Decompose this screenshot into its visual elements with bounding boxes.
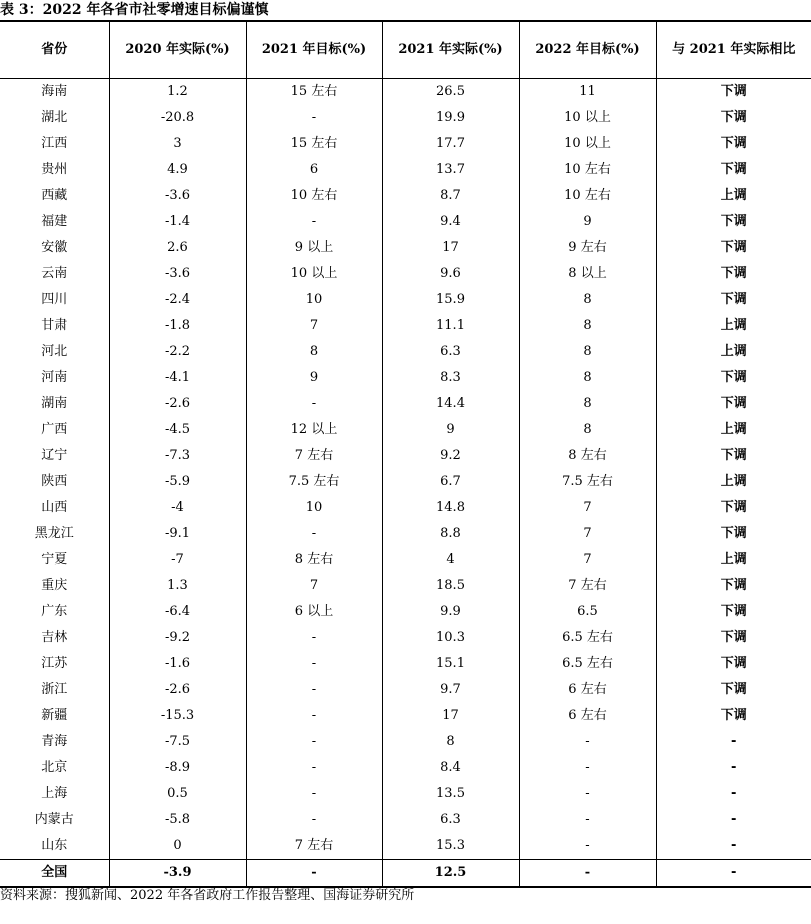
cell-actual-2020: -8.9 bbox=[109, 755, 246, 781]
cell-province: 上海 bbox=[41, 785, 68, 801]
cell-target-2022: - bbox=[519, 755, 656, 781]
cell-target-2021: 6 以上 bbox=[246, 599, 382, 625]
cell-target-2022: 7 bbox=[519, 495, 656, 521]
table-row bbox=[0, 807, 811, 833]
cell-province: 西藏 bbox=[41, 187, 68, 203]
header-province: 省份 bbox=[0, 21, 109, 78]
cell-actual-2021: 8.7 bbox=[382, 183, 519, 209]
table-row bbox=[0, 677, 811, 703]
cell-comparison: 下调 bbox=[656, 157, 811, 183]
cell-actual-2020: -4 bbox=[109, 495, 246, 521]
cell-target-2021: 7 bbox=[246, 573, 382, 599]
cell-comparison: 上调 bbox=[656, 469, 811, 495]
cell-actual-2021: 8.8 bbox=[382, 521, 519, 547]
table-row bbox=[0, 105, 811, 131]
cell-comparison: - bbox=[656, 859, 811, 887]
cell-actual-2020: -1.8 bbox=[109, 313, 246, 339]
cell-province: 新疆 bbox=[41, 707, 68, 723]
cell-actual-2021: 18.5 bbox=[382, 573, 519, 599]
cell-actual-2021: 6.3 bbox=[382, 339, 519, 365]
table-row bbox=[0, 547, 811, 573]
cell-target-2021: 15 左右 bbox=[246, 78, 382, 105]
cell-actual-2021: 17 bbox=[382, 703, 519, 729]
cell-actual-2021: 10.3 bbox=[382, 625, 519, 651]
cell-comparison: 下调 bbox=[656, 677, 811, 703]
table-row bbox=[0, 339, 811, 365]
cell-target-2022: 7.5 左右 bbox=[519, 469, 656, 495]
cell-target-2021: - bbox=[246, 703, 382, 729]
cell-target-2022: 7 左右 bbox=[519, 573, 656, 599]
cell-province: 山东 bbox=[41, 837, 68, 853]
cell-target-2022: 8 左右 bbox=[519, 443, 656, 469]
table-body bbox=[0, 78, 811, 887]
cell-target-2021: 9 bbox=[246, 365, 382, 391]
cell-actual-2020: -5.9 bbox=[109, 469, 246, 495]
cell-actual-2020: 2.6 bbox=[109, 235, 246, 261]
cell-province: 河南 bbox=[41, 369, 68, 385]
cell-actual-2020: 4.9 bbox=[109, 157, 246, 183]
cell-actual-2021: 8.3 bbox=[382, 365, 519, 391]
header-2021-actual: 2021 年实际(%) bbox=[382, 21, 519, 78]
cell-actual-2021: 14.4 bbox=[382, 391, 519, 417]
cell-comparison: - bbox=[656, 781, 811, 807]
cell-target-2022: - bbox=[519, 781, 656, 807]
cell-province: 广西 bbox=[41, 421, 68, 437]
cell-target-2021: 7 bbox=[246, 313, 382, 339]
cell-comparison: 下调 bbox=[656, 365, 811, 391]
cell-actual-2020: -15.3 bbox=[109, 703, 246, 729]
table-row bbox=[0, 261, 811, 287]
table-row bbox=[0, 573, 811, 599]
cell-comparison: 下调 bbox=[656, 495, 811, 521]
table-row bbox=[0, 781, 811, 807]
cell-target-2021: - bbox=[246, 729, 382, 755]
cell-actual-2020: -3.6 bbox=[109, 261, 246, 287]
cell-target-2021: 8 左右 bbox=[246, 547, 382, 573]
cell-target-2022: 6.5 左右 bbox=[519, 625, 656, 651]
cell-province: 四川 bbox=[41, 291, 68, 307]
cell-actual-2020: -7.5 bbox=[109, 729, 246, 755]
cell-target-2021: 15 左右 bbox=[246, 131, 382, 157]
cell-actual-2021: 9 bbox=[382, 417, 519, 443]
cell-province: 海南 bbox=[41, 83, 68, 99]
total-row bbox=[0, 859, 811, 887]
cell-comparison: 下调 bbox=[656, 209, 811, 235]
cell-province: 贵州 bbox=[41, 161, 68, 177]
cell-province: 陕西 bbox=[41, 473, 68, 489]
cell-target-2021: 10 左右 bbox=[246, 183, 382, 209]
cell-province: 黑龙江 bbox=[34, 525, 74, 541]
table-row bbox=[0, 365, 811, 391]
cell-target-2021: - bbox=[246, 807, 382, 833]
cell-province: 安徽 bbox=[41, 239, 68, 255]
cell-target-2021: 7 左右 bbox=[246, 833, 382, 860]
cell-target-2021: 9 以上 bbox=[246, 235, 382, 261]
cell-target-2022: - bbox=[519, 833, 656, 860]
cell-comparison: 下调 bbox=[656, 105, 811, 131]
table-row bbox=[0, 157, 811, 183]
cell-actual-2020: 0 bbox=[109, 833, 246, 860]
cell-target-2022: 7 bbox=[519, 547, 656, 573]
header-2022-target: 2022 年目标(%) bbox=[519, 21, 656, 78]
table-row bbox=[0, 417, 811, 443]
cell-target-2022: 8 bbox=[519, 417, 656, 443]
cell-target-2021: - bbox=[246, 781, 382, 807]
cell-target-2021: - bbox=[246, 651, 382, 677]
cell-comparison: 上调 bbox=[656, 339, 811, 365]
cell-actual-2021: 13.5 bbox=[382, 781, 519, 807]
cell-province: 江苏 bbox=[41, 655, 68, 671]
cell-actual-2021: 9.7 bbox=[382, 677, 519, 703]
cell-target-2021: - bbox=[246, 391, 382, 417]
cell-province: 北京 bbox=[41, 759, 68, 775]
cell-comparison: 下调 bbox=[656, 599, 811, 625]
cell-target-2021: 7 左右 bbox=[246, 443, 382, 469]
cell-target-2022: 6.5 左右 bbox=[519, 651, 656, 677]
cell-comparison: - bbox=[656, 755, 811, 781]
cell-comparison: 下调 bbox=[656, 703, 811, 729]
cell-province: 山西 bbox=[41, 499, 68, 515]
header-2021-target: 2021 年目标(%) bbox=[246, 21, 382, 78]
cell-province: 辽宁 bbox=[41, 447, 68, 463]
cell-comparison: 上调 bbox=[656, 183, 811, 209]
cell-comparison: 下调 bbox=[656, 131, 811, 157]
cell-actual-2021: 26.5 bbox=[382, 78, 519, 105]
cell-province: 湖南 bbox=[41, 395, 68, 411]
table-row bbox=[0, 443, 811, 469]
table-row bbox=[0, 729, 811, 755]
table-row bbox=[0, 495, 811, 521]
cell-actual-2021: 6.3 bbox=[382, 807, 519, 833]
cell-target-2022: 8 bbox=[519, 391, 656, 417]
cell-actual-2020: 0.5 bbox=[109, 781, 246, 807]
cell-target-2022: 8 以上 bbox=[519, 261, 656, 287]
cell-province: 云南 bbox=[41, 265, 68, 281]
cell-target-2021: 7.5 左右 bbox=[246, 469, 382, 495]
cell-actual-2021: 6.7 bbox=[382, 469, 519, 495]
table-row bbox=[0, 651, 811, 677]
cell-actual-2020: -7.3 bbox=[109, 443, 246, 469]
cell-actual-2021: 19.9 bbox=[382, 105, 519, 131]
cell-province: 吉林 bbox=[41, 629, 68, 645]
cell-target-2022: 6 左右 bbox=[519, 703, 656, 729]
cell-target-2021: 6 bbox=[246, 157, 382, 183]
table-title: 表 3：2022 年各省市社零增速目标偏谨慎 bbox=[0, 2, 269, 18]
cell-comparison: 下调 bbox=[656, 521, 811, 547]
cell-actual-2020: -1.6 bbox=[109, 651, 246, 677]
cell-target-2021: 10 bbox=[246, 287, 382, 313]
cell-comparison: 下调 bbox=[656, 391, 811, 417]
cell-target-2022: 7 bbox=[519, 521, 656, 547]
cell-target-2022: 10 左右 bbox=[519, 157, 656, 183]
cell-target-2022: - bbox=[519, 807, 656, 833]
cell-comparison: - bbox=[656, 833, 811, 860]
cell-target-2022: 9 bbox=[519, 209, 656, 235]
cell-target-2022: 6 左右 bbox=[519, 677, 656, 703]
table-row bbox=[0, 391, 811, 417]
cell-target-2021: - bbox=[246, 755, 382, 781]
cell-comparison: 下调 bbox=[656, 443, 811, 469]
cell-province: 甘肃 bbox=[41, 317, 68, 333]
table-row bbox=[0, 313, 811, 339]
cell-actual-2021: 9.6 bbox=[382, 261, 519, 287]
cell-actual-2021: 4 bbox=[382, 547, 519, 573]
cell-target-2021: - bbox=[246, 677, 382, 703]
cell-actual-2020: 1.2 bbox=[109, 78, 246, 105]
header-row bbox=[0, 21, 811, 78]
cell-comparison: 下调 bbox=[656, 625, 811, 651]
cell-actual-2020: -4.1 bbox=[109, 365, 246, 391]
cell-actual-2020: -7 bbox=[109, 547, 246, 573]
cell-target-2022: 11 bbox=[519, 78, 656, 105]
cell-actual-2020: -20.8 bbox=[109, 105, 246, 131]
cell-actual-2021: 15.3 bbox=[382, 833, 519, 860]
cell-actual-2021: 11.1 bbox=[382, 313, 519, 339]
cell-target-2022: 10 以上 bbox=[519, 105, 656, 131]
cell-actual-2021: 9.2 bbox=[382, 443, 519, 469]
cell-actual-2021: 9.9 bbox=[382, 599, 519, 625]
cell-target-2021: 12 以上 bbox=[246, 417, 382, 443]
cell-target-2021: - bbox=[246, 625, 382, 651]
cell-actual-2020: -9.2 bbox=[109, 625, 246, 651]
cell-target-2021: - bbox=[246, 105, 382, 131]
cell-target-2022: 9 左右 bbox=[519, 235, 656, 261]
cell-province: 江西 bbox=[41, 135, 68, 151]
cell-target-2021: - bbox=[246, 521, 382, 547]
cell-actual-2020: 1.3 bbox=[109, 573, 246, 599]
cell-target-2022: 10 以上 bbox=[519, 131, 656, 157]
table-row bbox=[0, 625, 811, 651]
cell-actual-2021: 9.4 bbox=[382, 209, 519, 235]
cell-comparison: 下调 bbox=[656, 78, 811, 105]
cell-target-2022: 8 bbox=[519, 365, 656, 391]
cell-target-2022: 8 bbox=[519, 339, 656, 365]
table-row bbox=[0, 78, 811, 105]
cell-actual-2020: -4.5 bbox=[109, 417, 246, 443]
cell-actual-2020: -2.2 bbox=[109, 339, 246, 365]
cell-comparison: - bbox=[656, 807, 811, 833]
table-row bbox=[0, 599, 811, 625]
cell-province: 浙江 bbox=[41, 681, 68, 697]
cell-actual-2020: -6.4 bbox=[109, 599, 246, 625]
cell-actual-2020: 3 bbox=[109, 131, 246, 157]
cell-actual-2020: -2.4 bbox=[109, 287, 246, 313]
cell-actual-2020: -1.4 bbox=[109, 209, 246, 235]
cell-comparison: 下调 bbox=[656, 651, 811, 677]
cell-province: 福建 bbox=[41, 213, 68, 229]
cell-actual-2021: 8 bbox=[382, 729, 519, 755]
cell-actual-2021: 15.1 bbox=[382, 651, 519, 677]
cell-province: 全国 bbox=[0, 859, 109, 887]
cell-province: 青海 bbox=[41, 733, 68, 749]
cell-province: 重庆 bbox=[41, 577, 68, 593]
cell-target-2021: - bbox=[246, 859, 382, 887]
cell-actual-2020: -3.9 bbox=[109, 859, 246, 887]
cell-comparison: - bbox=[656, 729, 811, 755]
table-row bbox=[0, 287, 811, 313]
cell-target-2022: 8 bbox=[519, 287, 656, 313]
cell-comparison: 下调 bbox=[656, 261, 811, 287]
table-row bbox=[0, 235, 811, 261]
table-row bbox=[0, 131, 811, 157]
cell-actual-2021: 17.7 bbox=[382, 131, 519, 157]
cell-actual-2021: 13.7 bbox=[382, 157, 519, 183]
cell-province: 湖北 bbox=[41, 109, 68, 125]
cell-comparison: 下调 bbox=[656, 235, 811, 261]
table-row bbox=[0, 755, 811, 781]
cell-comparison: 上调 bbox=[656, 417, 811, 443]
table-row bbox=[0, 183, 811, 209]
cell-actual-2020: -2.6 bbox=[109, 677, 246, 703]
cell-target-2022: 10 左右 bbox=[519, 183, 656, 209]
cell-comparison: 下调 bbox=[656, 287, 811, 313]
cell-province: 河北 bbox=[41, 343, 68, 359]
cell-comparison: 上调 bbox=[656, 547, 811, 573]
source-note: 资料来源：搜狐新闻、2022 年各省政府工作报告整理、国海证券研究所 bbox=[0, 888, 415, 903]
table-row bbox=[0, 209, 811, 235]
cell-target-2021: 8 bbox=[246, 339, 382, 365]
cell-actual-2020: -9.1 bbox=[109, 521, 246, 547]
cell-target-2021: - bbox=[246, 209, 382, 235]
table-row bbox=[0, 703, 811, 729]
cell-comparison: 上调 bbox=[656, 313, 811, 339]
cell-target-2021: 10 以上 bbox=[246, 261, 382, 287]
cell-actual-2021: 14.8 bbox=[382, 495, 519, 521]
table-row bbox=[0, 521, 811, 547]
cell-target-2022: - bbox=[519, 729, 656, 755]
cell-actual-2021: 15.9 bbox=[382, 287, 519, 313]
table-row bbox=[0, 833, 811, 860]
cell-target-2021: 10 bbox=[246, 495, 382, 521]
cell-target-2022: 8 bbox=[519, 313, 656, 339]
cell-comparison: 下调 bbox=[656, 573, 811, 599]
cell-target-2022: 6.5 bbox=[519, 599, 656, 625]
cell-target-2022: - bbox=[519, 859, 656, 887]
header-vs-2021-actual: 与 2021 年实际相比 bbox=[656, 21, 811, 78]
table-row bbox=[0, 469, 811, 495]
cell-province: 广东 bbox=[41, 603, 68, 619]
cell-actual-2021: 8.4 bbox=[382, 755, 519, 781]
growth-target-table bbox=[0, 20, 811, 888]
cell-province: 宁夏 bbox=[41, 551, 68, 567]
cell-actual-2021: 12.5 bbox=[382, 859, 519, 887]
cell-actual-2021: 17 bbox=[382, 235, 519, 261]
cell-actual-2020: -2.6 bbox=[109, 391, 246, 417]
cell-actual-2020: -3.6 bbox=[109, 183, 246, 209]
header-2020-actual: 2020 年实际(%) bbox=[109, 21, 246, 78]
cell-actual-2020: -5.8 bbox=[109, 807, 246, 833]
cell-province: 内蒙古 bbox=[34, 811, 74, 827]
